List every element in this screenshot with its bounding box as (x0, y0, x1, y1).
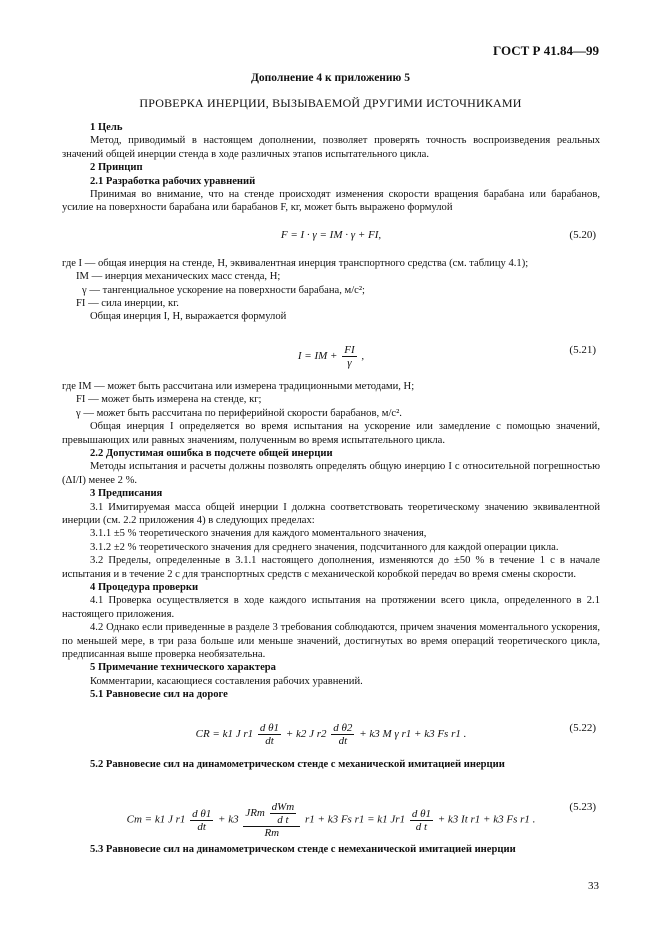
section-5-3-heading: 5.3 Равновесие сил на динамометрическом стенде с немеханической имитацией инерции (90, 844, 516, 856)
formula-fraction (258, 722, 281, 747)
section-2-2-heading: 2.2 Допустимая ошибка в подсчете общей инерции (90, 447, 333, 459)
section-2-1-text-3: Общая инерция I определяется во время испытания на ускорение или замедление с помощью значений, превышающих или равных значениям, полученным во время испытательного цикла. (62, 421, 600, 446)
section-2-heading: 2 Принцип (90, 162, 143, 174)
formula-5-22 (62, 708, 600, 752)
definition-line: IM — инерция механических масс стенда, Н; (76, 271, 281, 283)
section-4-1-text: 4.1 Проверка осуществляется в ходе каждого испытания на протяжении всего цикла, определенного в 2.1 настоящего приложения. (62, 595, 600, 620)
definition-line: γ — тангенциальное ускорение на поверхности барабана, м/с²; (82, 284, 365, 296)
formula-term: Cm = k1 J r1 (126, 813, 186, 826)
fraction-denominator: dt (197, 820, 206, 833)
appendix-subtitle: ПРОВЕРКА ИНЕРЦИИ, ВЫЗЫВАЕМОЙ ДРУГИМИ ИСТОЧНИКАМИ (139, 96, 522, 110)
section-5-1-heading: 5.1 Равновесие сил на дороге (90, 689, 228, 701)
formula-term: CR = k1 J r1 (195, 727, 254, 740)
fraction-denominator: dt (338, 734, 348, 747)
formula-term: + k3 (218, 813, 239, 826)
formula-term: + k3 It r1 + k3 Fs r1 . (437, 813, 536, 826)
fraction-numerator: FI (344, 343, 355, 356)
formula-5-21-expression (62, 344, 600, 369)
fraction-denominator: d t (415, 820, 428, 833)
section-2-1-text: Принимая во внимание, что на стенде происходят изменения скорости вращения барабана или барабанов, усилие на поверхности барабана или барабанов F, кг, может быть выражено формулой (62, 189, 600, 214)
appendix-title: Дополнение 4 к приложению 5 (251, 72, 410, 84)
formula-5-21-lhs: I = IM + (297, 349, 338, 362)
formula-compound-fraction (243, 801, 300, 839)
definition-line: γ — может быть рассчитана по периферийной скорости барабанов, м/с². (76, 407, 402, 419)
section-3-1-2-text: 3.1.2 ±2 % теоретического значения для среднего значения, подсчитанного для каждой операции цикла. (90, 541, 559, 553)
fraction-numerator: d θ2 (333, 721, 353, 734)
page-number: 33 (588, 880, 599, 892)
formula-term: + k3 M γ r1 + k3 Fs r1 . (359, 727, 467, 740)
section-5-heading: 5 Примечание технического характера (90, 662, 276, 674)
formula-5-22-expression (62, 722, 600, 747)
formula-term: r1 + k3 Fs r1 = k1 Jr1 (304, 813, 406, 826)
definition-line: где I — общая инерция на стенде, Н, эквивалентная инерция транспортного средства (см. таблицу 4.1); (62, 257, 529, 269)
standard-header: ГОСТ Р 41.84—99 (493, 43, 599, 58)
section-5-text: Комментарии, касающиеся составления рабочих уравнений. (90, 675, 363, 687)
fraction-denominator: d t (277, 814, 289, 827)
definition-line: FI — сила инерции, кг. (76, 298, 179, 310)
section-5-2-heading: 5.2 Равновесие сил на динамометрическом стенде с механической имитацией инерции (90, 758, 505, 770)
formula-5-21-number: (5.21) (569, 343, 596, 356)
fraction-numerator: d θ1 (259, 721, 280, 734)
section-2-2-text: Методы испытания и расчеты должны позволять определять общую инерцию I с относительной погрешностью (ΔI/I) менее 2 %. (62, 461, 600, 486)
document-body (62, 121, 600, 856)
formula-5-20-expression: F = I · γ = IM · γ + FI, (280, 228, 382, 241)
formula-5-21-fraction (342, 344, 356, 369)
fraction-numerator (243, 801, 300, 827)
formula-term: + k2 J r2 (285, 727, 327, 740)
fraction-denominator: Rm (264, 827, 280, 840)
fraction-denominator: dt (265, 734, 274, 747)
formula-5-20 (62, 221, 600, 251)
definition-line: FI — может быть измерена на стенде, кг; (76, 394, 262, 406)
section-3-1-1-text: 3.1.1 ±5 % теоретического значения для каждого моментального значения, (90, 528, 427, 540)
formula-5-23-number: (5.23) (569, 801, 596, 814)
formula-fraction (410, 808, 433, 833)
section-4-heading: 4 Процедура проверки (90, 581, 199, 593)
formula-5-22-number: (5.22) (569, 721, 596, 734)
section-2-1-text-2: Общая инерция I, Н, выражается формулой (90, 311, 287, 323)
definition-line: где IM — может быть рассчитана или измерена традиционными методами, Н; (62, 380, 415, 392)
section-3-1-text: 3.1 Имитируемая масса общей инерции I должна соответствовать теоретическому значению эквивалентной инерции (см. 2.2 приложения 4) в следующих пределах: (62, 501, 600, 526)
formula-5-20-number: (5.20) (569, 228, 596, 241)
formula-5-23 (62, 781, 600, 840)
fraction-numerator: dWm (271, 801, 295, 814)
formula-fraction (270, 801, 297, 826)
formula-5-21 (62, 330, 600, 374)
section-1-text: Метод, приводимый в настоящем дополнении, позволяет проверять точность воспроизведения реальных значений общей инерции стенда в ходе различных этапов испытательного цикла. (62, 135, 600, 160)
section-2-1-heading: 2.1 Разработка рабочих уравнений (90, 175, 256, 187)
formula-fraction (331, 722, 354, 747)
formula-fraction (190, 808, 213, 833)
section-1-heading: 1 Цель (90, 122, 123, 133)
formula-5-21-end: , (361, 349, 365, 362)
section-4-2-text: 4.2 Однако если приведенные в разделе 3 требования соблюдаются, причем значения моментального ускорения, по меньшей мере, в три раза больше или меньше значений, достигнутых во время операций теоретического цикла, предписанная выше проверка необязательна. (62, 622, 600, 660)
formula-term: JRm (245, 807, 265, 820)
fraction-numerator: d θ1 (192, 807, 212, 820)
formula-5-23-expression (62, 801, 600, 839)
section-3-2-text: 3.2 Пределы, определенные в 3.1.1 настоящего дополнения, изменяются до ±50 % в течение 1 с в начале испытания и в течение 2 с для транспортных средств с механической коробкой передач во время смены скорости. (62, 555, 600, 580)
fraction-denominator: γ (347, 356, 352, 369)
fraction-numerator: d θ1 (411, 807, 431, 820)
section-3-heading: 3 Предписания (90, 488, 163, 500)
